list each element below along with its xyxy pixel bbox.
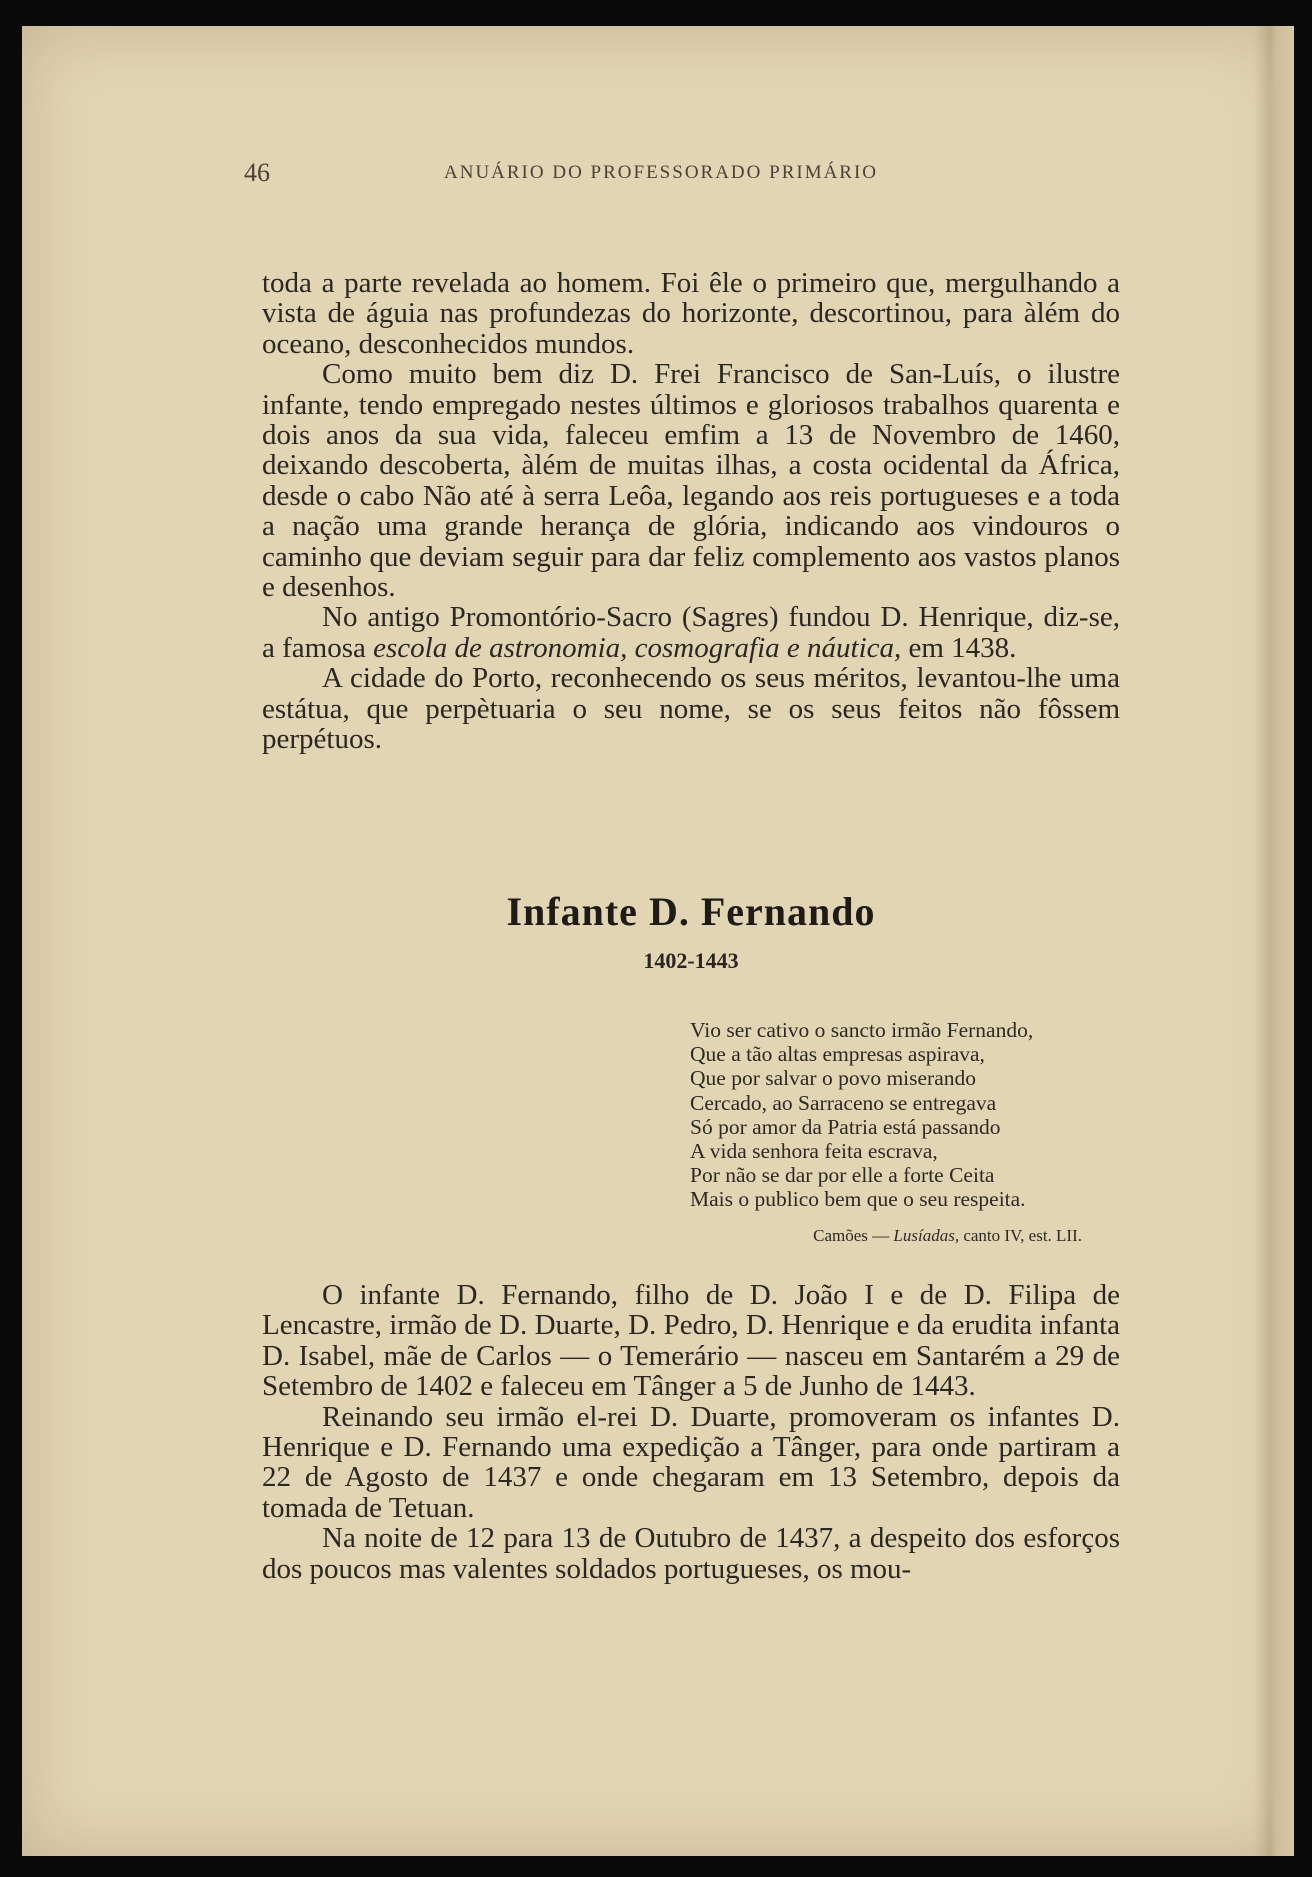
section-dates: 1402-1443 <box>643 948 739 973</box>
verse-line: Mais o publico bem que o seu respeita. <box>690 1187 1026 1212</box>
paragraph-text: em 1438. <box>901 631 1017 664</box>
section-fernando-text <box>262 1280 1120 1584</box>
section-title: Infante D. Fernando <box>506 889 876 934</box>
italic-phrase: escola de astronomia, cosmografia e náutica, <box>373 631 902 664</box>
verse-epigraph <box>690 1018 1130 1212</box>
paragraph: toda a parte revelada ao homem. Foi êle o primeiro que, mergulhando a vista de águia nas profundezas do horizonte, descortinou, para àlém do oceano, desconhecidos mundos. <box>262 267 1120 360</box>
paragraph: O infante D. Fernando, filho de D. João I e de D. Filipa de Lencastre, irmão de D. Duarte, D. Pedro, D. Henrique e da erudita infanta D. Isabel, mãe de Carlos — o Temerário — nasceu em Santarém a 29 de Setembro de 1402 e faleceu em Tânger a 5 de Junho de 1443. <box>262 1279 1120 1403</box>
citation-work: Lusíadas, <box>893 1226 960 1245</box>
verse-line: Cercado, ao Sarraceno se entregava <box>690 1090 997 1115</box>
citation-reference: canto IV, est. LII. <box>959 1226 1082 1245</box>
verse-line: A vida senhora feita escrava, <box>690 1139 938 1164</box>
verse-citation <box>690 1226 1082 1246</box>
page-number: 46 <box>244 158 270 187</box>
verse-line: Só por amor da Patria está passando <box>690 1114 1001 1139</box>
paragraph <box>262 602 1120 663</box>
paragraph: A cidade do Porto, reconhecendo os seus méritos, levantou-lhe uma estátua, que perpètuaria o seu nome, se os seus feitos não fôssem perpétuos. <box>262 662 1120 756</box>
verse-line: Vio ser cativo o sancto irmão Fernando, <box>690 1018 1034 1042</box>
verse-line: Que por salvar o povo miserando <box>690 1066 976 1091</box>
citation-author: Camões — <box>813 1226 894 1245</box>
paragraph: Reinando seu irmão el-rei D. Duarte, promoveram os infantes D. Henrique e D. Fernando uma expedição a Tânger, para onde partiram a 22 de Agosto de 1437 e onde chegaram em 13 Setembro, depois da tomada de Tetuan. <box>262 1400 1120 1524</box>
paragraph: Como muito bem diz D. Frei Francisco de San-Luís, o ilustre infante, tendo empregado nestes últimos e gloriosos trabalhos quarenta e dois anos da sua vida, faleceu emfim a 13 de Novembro de 1460, deixando descoberta, àlém de muitas ilhas, a costa ocidental da África, desde o cabo Não até à serra Leôa, legando aos reis portugueses e a toda a nação uma grande herança de glória, indicando aos vindouros o caminho que deviam seguir para dar feliz complemento aos vastos planos e desenhos. <box>262 358 1120 604</box>
paragraph: Na noite de 12 para 13 de Outubro de 1437, a despeito dos esforços dos poucos mas valentes soldados portugueses, os mou- <box>262 1522 1120 1585</box>
section-henrique-text <box>262 268 1120 755</box>
running-title: ANUÁRIO DO PROFESSORADO PRIMÁRIO <box>444 162 879 183</box>
page-edge-shadow <box>1254 26 1294 1856</box>
verse-line: Que a tão altas empresas aspirava, <box>690 1042 985 1067</box>
verse-line: Por não se dar por elle a forte Ceita <box>690 1163 995 1188</box>
paragraph-text: No antigo Promontório-Sacro (Sagres) fundou D. Henrique, diz-se, a famosa <box>262 601 1120 664</box>
